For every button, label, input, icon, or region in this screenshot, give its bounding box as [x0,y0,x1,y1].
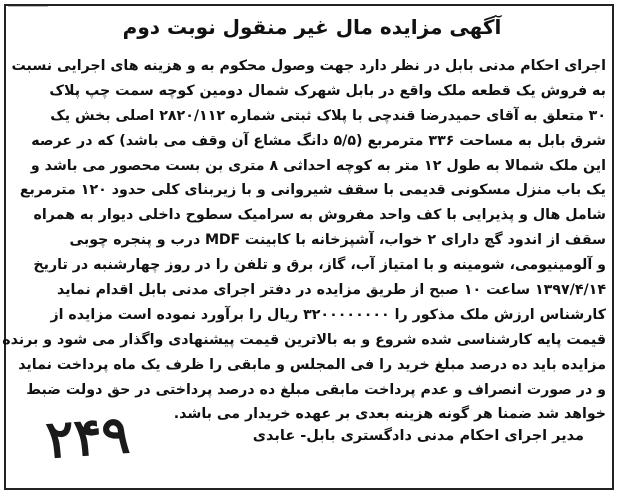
notice-line: و در صورت انصراف و عدم پرداخت مابقی مبلغ ده درصد پرداختی در حق دولت ضبط [26,381,606,398]
notice-line: شرق بابل به مساحت ۳۳۶ مترمربع (۵/۵ دانگ مشاع آن وقف می باشد) که در عرصه [31,132,606,149]
notice-line: یک باب منزل مسکونی قدیمی با سقف شیروانی و با زیربنای کلی حدود ۱۲۰ مترمربع [19,182,606,199]
notice-line: این ملک شمالا به طول ۱۲ متر به کوچه احداثی ۸ متری بن بست محصور می باشد و [30,157,606,174]
signature: مدیر اجرای احکام مدنی دادگستری بابل- عابدی [252,428,584,444]
notice-line: خواهد شد ضمنا هر گونه هزینه بعدی بر عهده خریدار می باشد. [173,406,606,423]
notice-line: سقف از اندود گچ دارای ۲ خواب، آشپزخانه با کابینت MDF درب و پنجره چوبی [69,232,606,249]
notice-line: ۱۳۹۷/۴/۱۴ ساعت ۱۰ صبح از طریق مزایده در دفتر اجرای مدنی بابل اقدام نماید [57,282,606,299]
notice-line: کارشناس ارزش ملک مذکور را ۳۲۰۰۰۰۰۰۰۰ ریال را برآورد نموده است مزایده از [50,306,606,323]
notice-body [2,54,606,427]
notice-line: شامل هال و پذیرایی با کف واحد مفروش به سرامیک سطوح داخلی دیوار به همراه [33,207,606,224]
handwritten-code: ۲۴۹ [43,404,132,471]
notice-line: و آلومینیومی، شومینه و با امتیاز آب، گاز، برق و تلفن را در روز چهارشنبه در تاریخ [33,257,606,274]
notice-line: ۳۰ متعلق به آقای حمیدرضا قندچی با پلاک ثبتی شماره ۲۸۲۰/۱۱۲ اصلی بخش یک [50,107,606,124]
notice-title: آگهی مزایده مال غیر منقول نوبت دوم [122,15,502,39]
notice-line: قیمت پایه کارشناسی شده شروع و به بالاترین قیمت پیشنهادی واگذار می شود و برنده [2,331,606,348]
notice-line: به فروش یک قطعه ملک واقع در بابل شهرک شمال دومین کوچه سمت چپ پلاک [49,82,606,99]
notice-line: مزایده باید ده درصد مبلغ خرید را فی المجلس و مابقی را ظرف یک ماه پرداخت نماید [18,356,606,373]
notice-line: اجرای احکام مدنی بابل در نظر دارد جهت وصول محکوم به و هزینه های اجرایی نسبت [11,58,606,74]
